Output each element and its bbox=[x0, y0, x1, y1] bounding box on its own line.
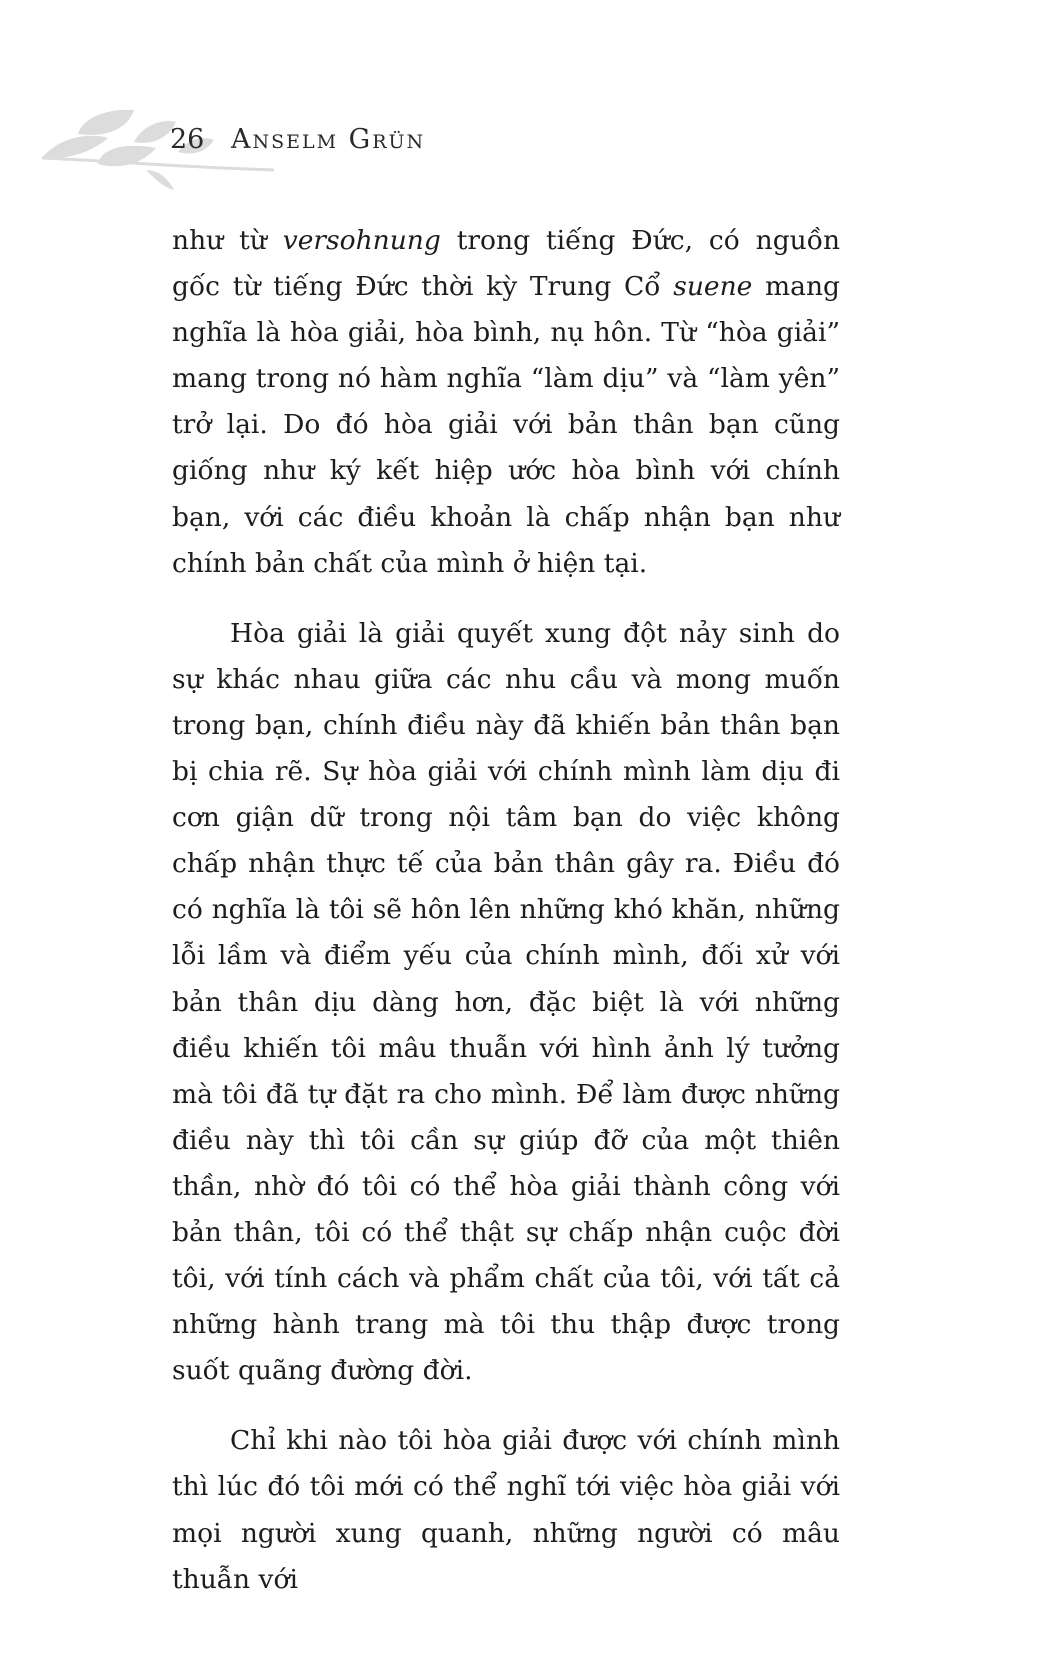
paragraph-2: Hòa giải là giải quyết xung đột nảy sinh do sự khác nhau giữa các nhu cầu và mong muốn trong bạn, chính điều này đã khiến bản thân bạn bị chia rẽ. Sự hòa giải với chính mình làm dịu đi cơn giận dữ trong nội tâm bạn do việc không chấp nhận thực tế của bản thân gây ra. Điều đó có nghĩa là tôi sẽ hôn lên những khó khăn, những lỗi lầm và điểm yếu của chính mình, đối xử với bản thân dịu dàng hơn, đặc biệt là với những điều khiến tôi mâu thuẫn với hình ảnh lý tưởng mà tôi đã tự đặt ra cho mình. Để làm được những điều này thì tôi cần sự giúp đỡ của một thiên thần, nhờ đó tôi có thể hòa giải thành công với bản thân, tôi có thể thật sự chấp nhận cuộc đời tôi, với tính cách và phẩm chất của tôi, với tất cả những hành trang mà tôi thu thập được trong suốt quãng đường đời. bbox=[172, 617, 840, 1387]
running-head-author: Anselm Grün bbox=[231, 124, 426, 155]
body-text bbox=[172, 218, 840, 1627]
page-header bbox=[0, 0, 1048, 200]
paragraph-1 bbox=[172, 218, 840, 587]
ornament-stem bbox=[42, 158, 274, 170]
paragraph-3: Chỉ khi nào tôi hòa giải được với chính mình thì lúc đó tôi mới có thể nghĩ tới việc hòa giải với mọi người xung quanh, những người có mâu thuẫn với bbox=[172, 1425, 840, 1595]
paragraph-1-text-a: như từ bbox=[172, 225, 283, 256]
paragraph-1-italic-term-2: suene bbox=[673, 271, 753, 303]
ornament-leaf bbox=[78, 110, 134, 135]
paragraph-1-text-c: mang nghĩa là hòa giải, hòa bình, nụ hôn. Từ “hòa giải” mang trong nó hàm nghĩa “làm dịu” và “làm yên” trở lại. Do đó hòa giải với bản thân bạn cũng giống như ký kết hiệp ước hòa bình với chính bạn, với các điều khoản là chấp nhận bạn như chính bản chất của mình ở hiện tại. bbox=[172, 271, 840, 579]
paragraph-1-italic-term-1: versohnung bbox=[282, 225, 441, 256]
ornament-leaf bbox=[146, 170, 174, 190]
page-number: 26 bbox=[170, 124, 205, 155]
ornament-leaf bbox=[42, 136, 108, 159]
paragraph-1-text-b: trong tiếng Đức, có nguồn gốc từ tiếng Đức thời kỳ Trung Cổ bbox=[172, 225, 841, 303]
